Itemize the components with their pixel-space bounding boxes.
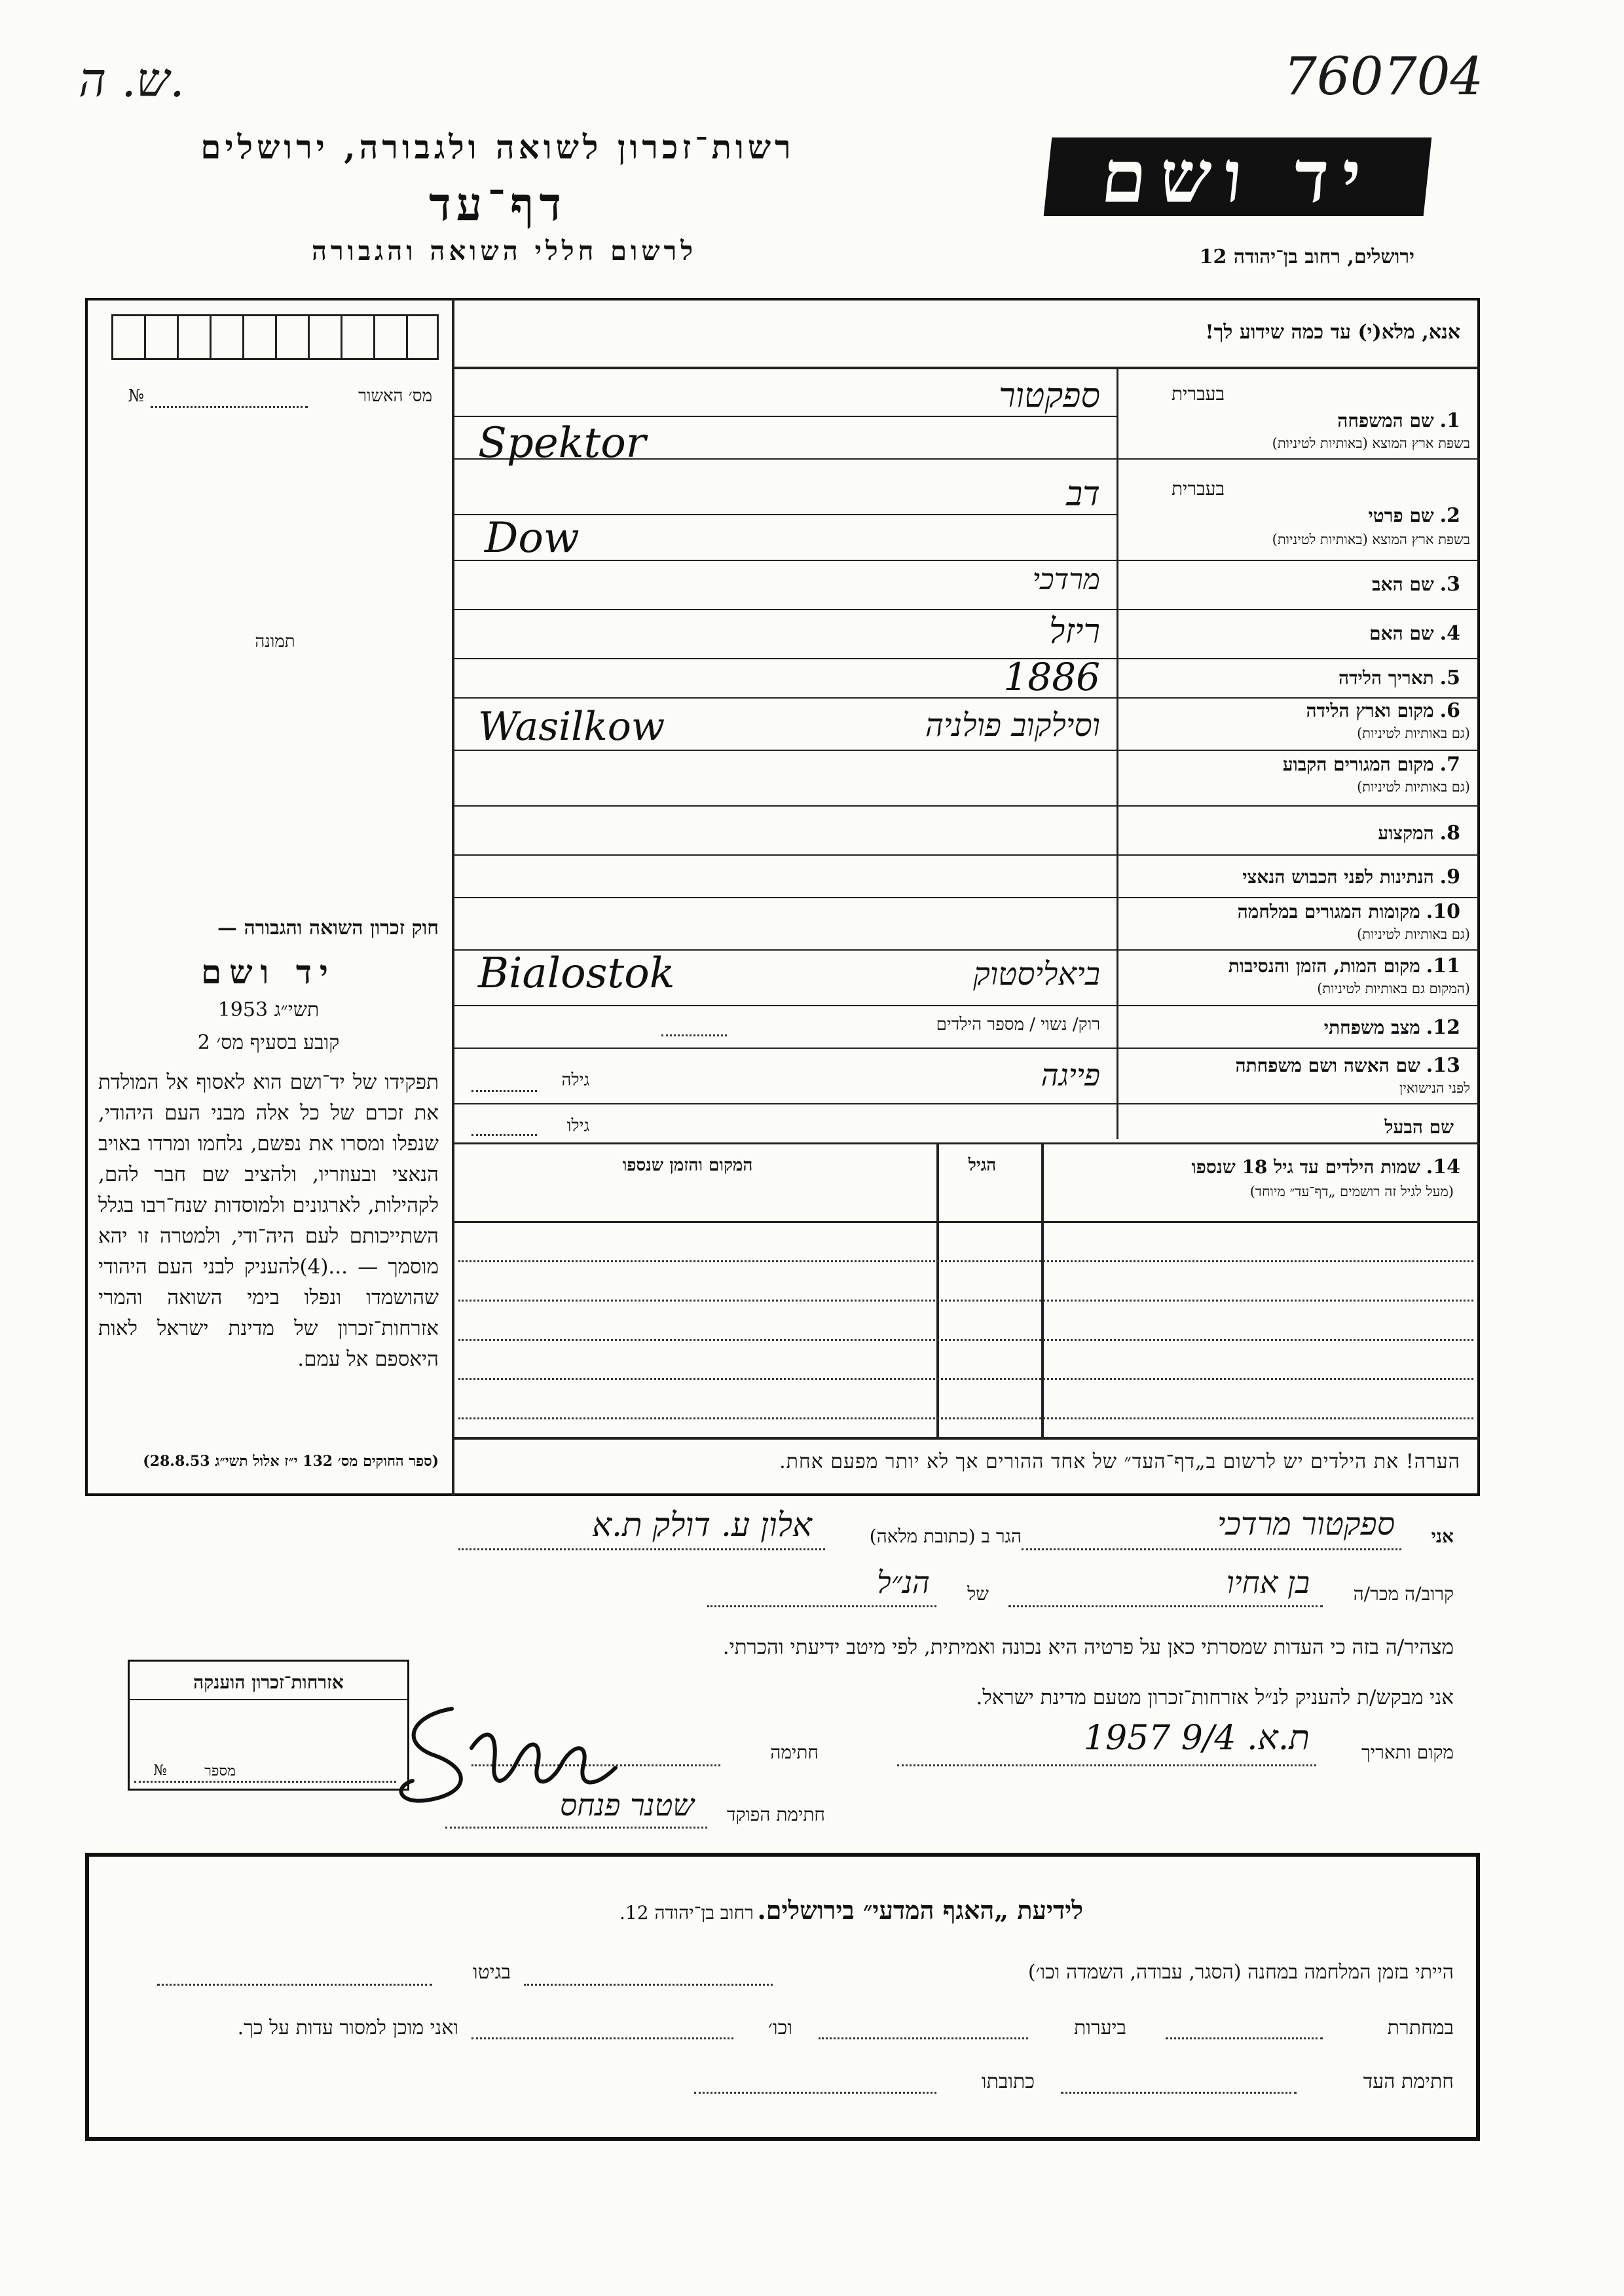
field-10-num: 10. <box>1426 900 1460 923</box>
field-1-mid-line <box>452 416 1116 417</box>
form-title: דף־עד <box>428 177 566 231</box>
field-3-label <box>1133 573 1460 596</box>
field-2-num: 2. <box>1439 504 1460 527</box>
row-line-11 <box>452 1005 1480 1006</box>
field-10-text: מקומות המגורים במלחמה <box>1237 901 1420 922</box>
field-1-value-hebrew[interactable]: ספקטור <box>999 376 1100 416</box>
field-7-sub: (גם באותיות לטיניות) <box>1357 779 1470 795</box>
row-line-2 <box>452 560 1480 561</box>
field-1-value-latin[interactable]: Spektor <box>478 419 646 467</box>
children-place-header: המקום והזמן שנספו <box>622 1156 753 1175</box>
row-line-14 <box>452 1142 1480 1144</box>
field-9-num: 9. <box>1439 866 1460 888</box>
field-4-value[interactable]: ריזל <box>1049 612 1100 651</box>
field-8-label <box>1133 822 1460 845</box>
husband-label: שם הבעל <box>1384 1116 1454 1138</box>
bottom-title <box>458 1895 1244 1925</box>
field-2-lang: בעברית <box>1171 478 1225 500</box>
field-2-text: שם פרטי <box>1368 505 1434 526</box>
decl-officer-name[interactable]: שטנר פנחס <box>560 1787 694 1823</box>
decl-statement: מצהיר/ה בזה כי העדות שמסרתי כאן על פרטיה היא נכונה ואמיתית, לפי מיטב ידיעתי והכרתי. <box>722 1635 1454 1659</box>
bottom-etc-field[interactable] <box>471 2037 733 2039</box>
row-line-3 <box>452 609 1480 610</box>
decl-of-value[interactable]: הנ״ל <box>877 1565 930 1600</box>
field-10-sub: (גם באותיות לטיניות) <box>1357 926 1470 942</box>
field-8-num: 8. <box>1439 822 1460 845</box>
bottom-ghetto-label: בגיטו <box>472 1961 511 1984</box>
citizenship-title: אזרחות־זכרון הוענקה <box>193 1671 344 1693</box>
field-3-value[interactable]: מרדכי <box>1032 563 1100 596</box>
decl-officer-label: חתימת הפוקד <box>727 1804 825 1825</box>
children-num: 14. <box>1426 1156 1460 1178</box>
citizenship-box-divider <box>128 1699 409 1700</box>
children-header <box>1048 1156 1460 1178</box>
wife-age-label: גילה <box>561 1070 589 1090</box>
approval-number-field[interactable] <box>151 406 308 408</box>
field-2-value-hebrew[interactable]: דב <box>1066 475 1100 514</box>
field-12-value[interactable]: רוק/ נשוי / מספר הילדים <box>936 1015 1100 1034</box>
field-5-value[interactable]: 1886 <box>1003 655 1100 699</box>
field-2-sub: בשפת ארץ המוצא (באותיות לטיניות) <box>1272 532 1470 547</box>
bottom-underground-label: במחתרת <box>1387 2016 1454 2039</box>
decl-place-date-line <box>897 1764 1316 1766</box>
field-4-num: 4. <box>1439 622 1460 645</box>
law-text: תפקידו של יד־ושם הוא לאסוף אל המולדת את זכרם של כל אלה מבני העם היהודי, שנפלו ומסרו את נפשם, נלחמו ומרדו באויב הנאצי ובעוזריו, ולהציב שם חבר להם, לקהילות, לארגונים ולמוסדות שנח־רבו בגלל השתייכותם לעם היה־ודי, ולמטרה זו יהא מוסמך — ...(4)להעניק לבני העם היהודי שהושמדו ונפלו בימי השואה והמרי אזרחות־זכרון של מדינת ישראל לאות היאספם אל עמם. <box>98 1070 439 1371</box>
decl-i-label: אני <box>1431 1525 1454 1547</box>
field-3-text: שם האב <box>1372 574 1434 595</box>
field-7-num: 7. <box>1439 753 1460 776</box>
children-row-2[interactable] <box>458 1300 1473 1302</box>
field-11-text: מקום המות, הזמן והנסיבות <box>1228 955 1420 977</box>
field-11-value-latin[interactable]: Bialostok <box>478 949 675 998</box>
law-title: חוק זכרון השואה והגבורה — <box>217 917 439 939</box>
logo-text: יד ושם <box>1097 134 1378 219</box>
citizenship-number-sign: № <box>153 1762 167 1779</box>
decl-declarant[interactable]: ספקטור מרדכי <box>1217 1506 1395 1542</box>
bottom-camp-field[interactable] <box>524 1984 773 1986</box>
children-header-sub: (מעל לגיל זה רושמים „דף־עד״ מיוחד) <box>1249 1184 1454 1199</box>
field-6-text: מקום וארץ הלידה <box>1306 700 1434 721</box>
citizenship-number-label: מספר <box>204 1763 236 1779</box>
decl-declarant-line <box>1022 1548 1401 1550</box>
bottom-title-text: לידיעת „האגף המדעי״ בירושלים. <box>757 1895 1083 1925</box>
field-6-sub: (גם באותיות לטיניות) <box>1357 725 1470 741</box>
field-6-value-hebrew[interactable]: וסילקוב פולניה <box>925 707 1100 744</box>
corner-handwriting-left: ש. ה. <box>79 52 185 107</box>
field-9-text: הנתינות לפני הכבוש הנאצי <box>1242 866 1434 888</box>
field-2-value-latin[interactable]: Dow <box>485 514 580 562</box>
field-13-value[interactable]: פייגה <box>1041 1057 1100 1093</box>
bottom-forests-label: ביערות <box>1073 2016 1126 2039</box>
children-row-1[interactable] <box>458 1260 1473 1262</box>
decl-address-line <box>458 1548 825 1550</box>
field-11-label <box>1133 955 1460 977</box>
field-2-label <box>1133 504 1460 527</box>
form-intro: אנא, מלא(י) עד כמה שידוע לך! <box>1205 321 1460 344</box>
field-11-value-hebrew[interactable]: ביאליסטוק <box>973 956 1100 993</box>
authority-name: רשות־זכרון לשואה ולגבורה, ירושלים <box>200 128 795 166</box>
row-line-9 <box>452 897 1480 898</box>
decl-of-label: של <box>967 1583 989 1605</box>
form-subtitle: לרשום חללי השואה והגבורה <box>311 236 697 266</box>
children-header-text: שמות הילדים עד גיל 18 שנספו <box>1191 1156 1420 1178</box>
citizenship-number-field[interactable] <box>134 1781 396 1783</box>
decl-relation[interactable]: בן אחיו <box>1226 1565 1310 1600</box>
approval-number-boxes <box>111 314 439 360</box>
corner-handwriting-number: 760704 <box>1283 46 1484 107</box>
law-year: תשי״ג 1953 <box>217 998 320 1021</box>
field-10-label <box>1133 900 1460 923</box>
field-1-label <box>1133 409 1460 432</box>
bottom-willing-label: ואני מוכן למסור עדות על כך. <box>237 2016 458 2039</box>
children-row-5[interactable] <box>458 1417 1473 1419</box>
field-11-num: 11. <box>1426 955 1460 977</box>
bottom-address-field[interactable] <box>694 2092 936 2094</box>
row-line-6 <box>452 750 1480 751</box>
bottom-line1-label: הייתי בזמן המלחמה במחנה (הסגר, עבודה, השמדה וכו׳) <box>1027 1961 1454 1984</box>
decl-address[interactable]: אלון ע. דולק ת.א <box>592 1506 812 1544</box>
field-5-label <box>1133 666 1460 689</box>
decl-of-line <box>707 1605 936 1607</box>
field-3-num: 3. <box>1439 573 1460 596</box>
bottom-etc-label: וכו׳ <box>768 2016 792 2039</box>
field-6-label <box>1133 699 1460 722</box>
intro-row-line <box>452 367 1480 369</box>
bottom-witness-sig-label: חתימת העד <box>1363 2070 1454 2093</box>
law-source: (ספר החוקים מס׳ 132 י״ז אלול תשי״ג 28.8.53) <box>143 1453 439 1470</box>
wife-age-field[interactable] <box>471 1090 537 1092</box>
children-col-divider-2 <box>1041 1142 1044 1437</box>
row-line-8 <box>452 854 1480 856</box>
husband-age-field[interactable] <box>471 1134 537 1136</box>
children-row-4[interactable] <box>458 1378 1473 1380</box>
row-line-12 <box>452 1048 1480 1049</box>
decl-lives-label: הגר ב (כתובת מלאה) <box>869 1525 1022 1547</box>
field-7-text: מקום המגורים הקבוע <box>1282 754 1434 775</box>
field-12-num: 12. <box>1426 1016 1460 1039</box>
children-count-field[interactable] <box>661 1034 727 1036</box>
field-6-value-latin[interactable]: Wasilkow <box>478 704 665 750</box>
field-11-sub: (המקום גם באותיות לטיניות) <box>1317 981 1470 996</box>
children-age-header: הגיל <box>968 1156 997 1175</box>
field-9-label <box>1133 866 1460 888</box>
approval-number-label: מס׳ האשור <box>358 386 432 406</box>
bottom-ghetto-field[interactable] <box>157 1984 432 1986</box>
field-4-label <box>1133 622 1460 645</box>
bottom-forests-field[interactable] <box>819 2037 1028 2039</box>
bottom-underground-field[interactable] <box>1166 2037 1323 2039</box>
children-col-divider-1 <box>936 1142 939 1437</box>
approval-number-sign: № <box>128 386 144 406</box>
field-8-text: המקצוע <box>1378 822 1434 844</box>
field-13-sub: לפני הנישואין <box>1399 1080 1470 1096</box>
decl-place-date-label: מקום ותאריך <box>1361 1741 1454 1763</box>
law-clause: קובע בסעיף מס׳ 2 <box>197 1031 340 1054</box>
bottom-address: רחוב בן־יהודה 12. <box>619 1902 754 1923</box>
field-7-label <box>1133 753 1460 776</box>
children-row-3[interactable] <box>458 1339 1473 1341</box>
decl-place-date[interactable]: ת.א. 9/4 1957 <box>1083 1719 1310 1758</box>
row-line-13 <box>452 1103 1480 1104</box>
field-12-label <box>1133 1016 1460 1039</box>
header-address: ירושלים, רחוב בן־יהודה 12 <box>1199 246 1414 268</box>
bottom-address-label: כתובתו <box>981 2070 1035 2093</box>
field-4-text: שם האם <box>1369 623 1434 644</box>
children-header-line <box>452 1221 1480 1223</box>
decl-signature-label: חתימה <box>770 1741 819 1763</box>
field-1-num: 1. <box>1439 409 1460 432</box>
field-1-sub: בשפת ארץ המוצא (באותיות לטיניות) <box>1272 435 1470 451</box>
decl-officer-line <box>445 1827 707 1829</box>
bottom-witness-sig-field[interactable] <box>1061 2092 1297 2094</box>
field-6-num: 6. <box>1439 699 1460 722</box>
decl-request: אני מבקש/ת להעניק לנ״ל אזרחות־זכרון מטעם מדינת ישראל. <box>976 1686 1454 1709</box>
children-note: הערה! את הילדים יש לרשום ב„דף־העד״ של אחד ההורים אך לא יותר מפעם אחת. <box>779 1450 1460 1473</box>
field-13-label <box>1133 1054 1460 1077</box>
decl-relative-label: קרוב/ה מכר/ה <box>1353 1583 1454 1605</box>
photo-label: תמונה <box>255 632 295 651</box>
field-5-text: תאריך הלידה <box>1338 667 1434 689</box>
note-top-line <box>452 1437 1480 1440</box>
yad-vashem-logo <box>1044 134 1432 219</box>
field-13-text: שם האשה ושם משפחתה <box>1235 1055 1420 1076</box>
field-5-num: 5. <box>1439 666 1460 689</box>
law-name: יד ושם <box>201 953 336 991</box>
field-13-num: 13. <box>1426 1054 1460 1077</box>
field-1-lang: בעברית <box>1171 383 1225 405</box>
row-line-7 <box>452 805 1480 807</box>
husband-age-label: גילו <box>566 1116 589 1136</box>
decl-relation-line <box>1008 1605 1323 1607</box>
label-column-divider <box>1116 367 1118 1139</box>
field-1-text: שם המשפחה <box>1337 410 1434 431</box>
field-12-text: מצב משפחתי <box>1323 1017 1420 1038</box>
